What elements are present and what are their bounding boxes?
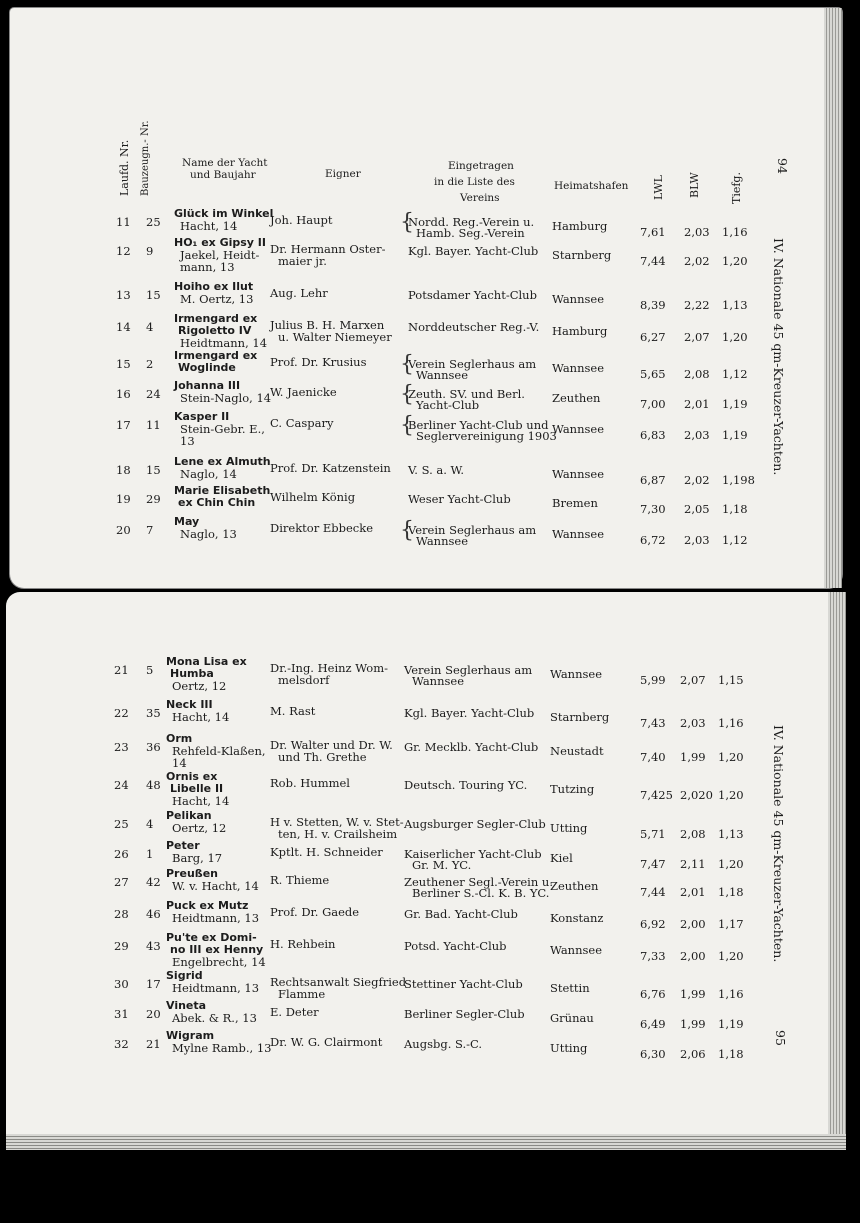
header-bauzeugn-nr: Bauzeugn.- Nr. (140, 120, 151, 196)
row-blw: 2,22 (684, 298, 710, 312)
row-club: Kgl. Bayer. Yacht-Club (404, 706, 535, 720)
row-club: Seglervereinigung 1903 (416, 429, 557, 443)
row-draft: 1,18 (718, 1047, 744, 1061)
row-laufd-nr: 25 (114, 817, 129, 831)
row-owner: Dr. Hermann Oster- (270, 242, 386, 256)
row-bauzeugn-nr: 4 (146, 817, 154, 831)
row-yacht-name: Irmengard ex (174, 312, 258, 325)
row-club: Gr. Bad. Yacht-Club (404, 907, 518, 921)
row-builder-year: Jaekel, Heidt- (180, 248, 260, 262)
row-owner: R. Thieme (270, 873, 330, 887)
row-owner: Wilhelm König (270, 490, 356, 504)
row-laufd-nr: 27 (114, 875, 129, 889)
page-bottom-edge (6, 1134, 846, 1150)
row-laufd-nr: 18 (116, 463, 131, 477)
row-yacht-name: Puck ex Mutz (166, 899, 249, 912)
row-laufd-nr: 29 (114, 939, 129, 953)
row-draft: 1,18 (722, 502, 748, 516)
row-lwl: 7,30 (640, 502, 666, 516)
row-laufd-nr: 13 (116, 288, 131, 302)
row-owner: Dr. Walter und Dr. W. (270, 738, 393, 752)
row-builder-year: Hacht, 14 (172, 710, 230, 724)
row-home-port: Zeuthen (550, 879, 599, 893)
row-owner: Dr.-Ing. Heinz Wom- (270, 661, 389, 675)
row-blw: 2,08 (684, 367, 710, 381)
row-club: Norddeutscher Reg.-V. (408, 320, 540, 334)
row-club: Potsd. Yacht-Club (404, 939, 507, 953)
row-builder-year: Heidtmann, 13 (172, 981, 260, 995)
row-blw: 2,07 (684, 330, 710, 344)
row-laufd-nr: 17 (116, 418, 131, 432)
row-bauzeugn-nr: 7 (146, 523, 154, 537)
row-draft: 1,16 (718, 987, 744, 1001)
row-club: Kaiserlicher Yacht-Club (404, 847, 542, 861)
row-builder-year: 13 (180, 434, 195, 448)
header-lwl: LWL (652, 175, 665, 200)
row-home-port: Stettin (550, 981, 590, 995)
row-club: Wannsee (416, 534, 469, 548)
row-yacht-name: no III ex Henny (170, 943, 264, 956)
row-draft: 1,19 (722, 428, 748, 442)
row-draft: 1,20 (718, 857, 744, 871)
row-home-port: Grünau (550, 1011, 594, 1025)
row-owner: E. Deter (270, 1005, 319, 1019)
row-blw: 2,020 (680, 788, 713, 802)
row-yacht-name: Preußen (166, 867, 218, 880)
row-draft: 1,16 (718, 716, 744, 730)
row-lwl: 6,30 (640, 1047, 666, 1061)
row-owner: Julius B. H. Marxen (270, 318, 385, 332)
row-lwl: 5,71 (640, 827, 666, 841)
row-builder-year: Naglo, 14 (180, 467, 237, 481)
row-blw: 2,03 (684, 428, 710, 442)
row-builder-year: Heidtmann, 13 (172, 911, 260, 925)
row-lwl: 6,76 (640, 987, 666, 1001)
row-owner: W. Jaenicke (270, 385, 337, 399)
row-club: Deutsch. Touring YC. (404, 778, 528, 792)
row-bauzeugn-nr: 25 (146, 215, 161, 229)
row-club: Nordd. Reg.-Verein u. (408, 215, 535, 229)
row-home-port: Wannsee (552, 292, 605, 306)
row-lwl: 8,39 (640, 298, 666, 312)
row-laufd-nr: 12 (116, 244, 131, 258)
row-laufd-nr: 31 (114, 1007, 129, 1021)
row-yacht-name: Humba (170, 667, 214, 680)
header-name-2: und Baujahr (190, 169, 256, 181)
row-lwl: 5,99 (640, 673, 666, 687)
row-blw: 2,00 (680, 917, 706, 931)
row-lwl: 5,65 (640, 367, 666, 381)
section-title-bottom: IV. Nationale 45 qm-Kreuzer-Yachten. (771, 725, 786, 963)
row-blw: 2,00 (680, 949, 706, 963)
row-draft: 1,20 (722, 254, 748, 268)
row-club: Weser Yacht-Club (408, 492, 511, 506)
row-blw: 1,99 (680, 1017, 706, 1031)
row-laufd-nr: 32 (114, 1037, 129, 1051)
row-owner: maier jr. (278, 254, 327, 268)
row-club: Wannsee (416, 368, 469, 382)
row-laufd-nr: 21 (114, 663, 129, 677)
row-bauzeugn-nr: 42 (146, 875, 161, 889)
row-builder-year: W. v. Hacht, 14 (172, 879, 259, 893)
row-club: Potsdamer Yacht-Club (408, 288, 537, 302)
row-club: Augsburger Segler-Club (404, 817, 546, 831)
row-draft: 1,18 (718, 885, 744, 899)
row-owner: ten, H. v. Crailsheim (278, 827, 398, 841)
row-home-port: Utting (550, 1041, 588, 1055)
header-name-1: Name der Yacht (182, 157, 268, 169)
row-club: Gr. Mecklb. Yacht-Club (404, 740, 539, 754)
brace-mark: { (400, 518, 414, 543)
row-blw: 2,03 (680, 716, 706, 730)
row-bauzeugn-nr: 15 (146, 463, 161, 477)
row-yacht-name: Pelikan (166, 809, 212, 822)
row-home-port: Zeuthen (552, 391, 601, 405)
row-builder-year: Naglo, 13 (180, 527, 237, 541)
row-home-port: Bremen (552, 496, 598, 510)
page-number-bottom: 95 (773, 1030, 788, 1046)
row-yacht-name: Rigoletto IV (178, 324, 252, 337)
row-club: Verein Seglerhaus am (404, 663, 533, 677)
row-blw: 2,11 (680, 857, 706, 871)
row-bauzeugn-nr: 17 (146, 977, 161, 991)
row-draft: 1,20 (718, 750, 744, 764)
row-yacht-name: ex Chin Chin (178, 496, 256, 509)
row-owner: H. Rehbein (270, 937, 336, 951)
row-blw: 1,99 (680, 987, 706, 1001)
row-club: Verein Seglerhaus am (408, 357, 537, 371)
row-laufd-nr: 22 (114, 706, 129, 720)
row-yacht-name: Libelle II (170, 782, 224, 795)
row-yacht-name: Hoiho ex Ilut (174, 280, 254, 293)
row-yacht-name: Peter (166, 839, 200, 852)
row-home-port: Utting (550, 821, 588, 835)
row-blw: 2,07 (680, 673, 706, 687)
row-builder-year: Hacht, 14 (180, 219, 238, 233)
row-laufd-nr: 28 (114, 907, 129, 921)
row-club: Augsbg. S.-C. (404, 1037, 483, 1051)
row-yacht-name: Neck III (166, 698, 213, 711)
header-eigner: Eigner (325, 168, 361, 180)
row-laufd-nr: 26 (114, 847, 129, 861)
row-yacht-name: Glück im Winkel (174, 207, 274, 220)
brace-mark: { (400, 413, 414, 438)
row-yacht-name: May (174, 515, 200, 528)
row-yacht-name: Lene ex Almuth (174, 455, 271, 468)
row-lwl: 6,72 (640, 533, 666, 547)
row-draft: 1,19 (722, 397, 748, 411)
row-bauzeugn-nr: 48 (146, 778, 161, 792)
row-laufd-nr: 23 (114, 740, 129, 754)
page-number-top: 94 (775, 158, 790, 174)
row-yacht-name: Ornis ex (166, 770, 218, 783)
row-blw: 2,06 (680, 1047, 706, 1061)
row-bauzeugn-nr: 24 (146, 387, 161, 401)
row-bauzeugn-nr: 43 (146, 939, 161, 953)
row-club: Verein Seglerhaus am (408, 523, 537, 537)
row-yacht-name: Woglinde (178, 361, 236, 374)
row-bauzeugn-nr: 5 (146, 663, 154, 677)
row-owner: Direktor Ebbecke (270, 521, 374, 535)
row-home-port: Wannsee (552, 422, 605, 436)
section-title-top: IV. Nationale 45 qm-Kreuzer-Yachten. (771, 238, 786, 476)
row-home-port: Konstanz (550, 911, 604, 925)
row-club: Gr. M. YC. (412, 858, 472, 872)
row-lwl: 7,44 (640, 885, 666, 899)
row-draft: 1,17 (718, 917, 744, 931)
row-builder-year: Hacht, 14 (172, 794, 230, 808)
row-draft: 1,16 (722, 225, 748, 239)
row-builder-year: Mylne Ramb., 13 (172, 1041, 272, 1055)
row-blw: 2,01 (684, 397, 710, 411)
row-draft: 1,19 (718, 1017, 744, 1031)
row-home-port: Wannsee (552, 467, 605, 481)
row-laufd-nr: 15 (116, 357, 131, 371)
row-builder-year: Heidtmann, 14 (180, 336, 268, 350)
row-bauzeugn-nr: 46 (146, 907, 161, 921)
row-blw: 2,03 (684, 533, 710, 547)
row-blw: 2,08 (680, 827, 706, 841)
row-club: Wannsee (412, 674, 465, 688)
row-club: Zeuthener Segl.-Verein u. (404, 875, 553, 889)
row-lwl: 6,92 (640, 917, 666, 931)
row-draft: 1,20 (718, 949, 744, 963)
row-bauzeugn-nr: 15 (146, 288, 161, 302)
row-yacht-name: HO₁ ex Gipsy II (174, 236, 266, 249)
row-lwl: 6,87 (640, 473, 666, 487)
row-lwl: 6,27 (640, 330, 666, 344)
row-yacht-name: Wigram (166, 1029, 215, 1042)
row-draft: 1,13 (718, 827, 744, 841)
row-lwl: 6,49 (640, 1017, 666, 1031)
row-owner: und Th. Grethe (278, 750, 367, 764)
row-laufd-nr: 11 (116, 215, 131, 229)
row-laufd-nr: 20 (116, 523, 131, 537)
row-owner: H v. Stetten, W. v. Stet- (270, 815, 404, 829)
row-builder-year: Stein-Gebr. E., (180, 422, 265, 436)
row-builder-year: mann, 13 (180, 260, 235, 274)
row-blw: 2,01 (680, 885, 706, 899)
row-home-port: Tutzing (550, 782, 595, 796)
row-draft: 1,198 (722, 473, 755, 487)
row-home-port: Neustadt (550, 744, 604, 758)
header-verein-3: Vereins (460, 192, 500, 204)
row-laufd-nr: 24 (114, 778, 129, 792)
row-yacht-name: Pu'te ex Domi- (166, 931, 257, 944)
row-lwl: 6,83 (640, 428, 666, 442)
header-heimatshafen: Heimatshafen (554, 180, 629, 192)
row-owner: Prof. Dr. Krusius (270, 355, 367, 369)
row-club: Hamb. Seg.-Verein (416, 226, 525, 240)
header-verein-1: Eingetragen (448, 160, 514, 172)
row-club: Stettiner Yacht-Club (404, 977, 523, 991)
row-bauzeugn-nr: 29 (146, 492, 161, 506)
header-laufd-nr: Laufd. Nr. (118, 139, 131, 196)
row-draft: 1,20 (718, 788, 744, 802)
row-owner: C. Caspary (270, 416, 334, 430)
row-yacht-name: Orm (166, 732, 193, 745)
row-builder-year: 14 (172, 756, 187, 770)
row-club: Yacht-Club (416, 398, 480, 412)
row-builder-year: Barg, 17 (172, 851, 223, 865)
row-owner: Joh. Haupt (270, 213, 333, 227)
row-draft: 1,15 (718, 673, 744, 687)
header-blw: BLW (688, 172, 701, 198)
row-home-port: Wannsee (550, 943, 603, 957)
row-blw: 2,02 (684, 473, 710, 487)
row-laufd-nr: 19 (116, 492, 131, 506)
row-lwl: 7,00 (640, 397, 666, 411)
row-home-port: Starnberg (550, 710, 610, 724)
row-owner: M. Rast (270, 704, 316, 718)
row-laufd-nr: 16 (116, 387, 131, 401)
row-lwl: 7,61 (640, 225, 666, 239)
row-owner: melsdorf (278, 673, 330, 687)
page-edge (824, 8, 842, 588)
row-home-port: Kiel (550, 851, 573, 865)
row-draft: 1,13 (722, 298, 748, 312)
row-owner: Aug. Lehr (270, 286, 328, 300)
brace-mark: { (400, 382, 414, 407)
row-yacht-name: Vineta (166, 999, 207, 1012)
row-blw: 1,99 (680, 750, 706, 764)
row-bauzeugn-nr: 2 (146, 357, 154, 371)
row-bauzeugn-nr: 4 (146, 320, 154, 334)
row-lwl: 7,43 (640, 716, 666, 730)
row-builder-year: Stein-Naglo, 14 (180, 391, 272, 405)
row-draft: 1,12 (722, 367, 748, 381)
row-owner: Kptlt. H. Schneider (270, 845, 383, 859)
row-laufd-nr: 14 (116, 320, 131, 334)
header-verein-2: in die Liste des (434, 176, 515, 188)
row-home-port: Starnberg (552, 248, 612, 262)
row-bauzeugn-nr: 9 (146, 244, 154, 258)
row-lwl: 7,47 (640, 857, 666, 871)
row-builder-year: Abek. & R., 13 (172, 1011, 257, 1025)
row-home-port: Wannsee (552, 527, 605, 541)
brace-mark: { (400, 210, 414, 235)
row-owner: Dr. W. G. Clairmont (270, 1035, 383, 1049)
row-draft: 1,20 (722, 330, 748, 344)
row-yacht-name: Mona Lisa ex (166, 655, 247, 668)
row-bauzeugn-nr: 11 (146, 418, 161, 432)
row-bauzeugn-nr: 20 (146, 1007, 161, 1021)
row-owner: Rechtsanwalt Siegfried (270, 975, 407, 989)
row-yacht-name: Sigrid (166, 969, 203, 982)
brace-mark: { (400, 352, 414, 377)
row-club: V. S. a. W. (408, 463, 465, 477)
row-laufd-nr: 30 (114, 977, 129, 991)
row-club: Berliner Yacht-Club und (408, 418, 549, 432)
row-blw: 2,02 (684, 254, 710, 268)
row-club: Berliner S.-Cl. K. B. YC. (412, 886, 550, 900)
row-home-port: Hamburg (552, 324, 608, 338)
row-blw: 2,05 (684, 502, 710, 516)
row-yacht-name: Johanna III (174, 379, 241, 392)
row-blw: 2,03 (684, 225, 710, 239)
row-yacht-name: Irmengard ex (174, 349, 258, 362)
row-owner: Flamme (278, 987, 326, 1001)
row-lwl: 7,40 (640, 750, 666, 764)
row-owner: Rob. Hummel (270, 776, 350, 790)
row-home-port: Wannsee (550, 667, 603, 681)
row-yacht-name: Kasper II (174, 410, 230, 423)
row-lwl: 7,425 (640, 788, 673, 802)
row-owner: Prof. Dr. Katzenstein (270, 461, 391, 475)
row-bauzeugn-nr: 1 (146, 847, 154, 861)
row-club: Kgl. Bayer. Yacht-Club (408, 244, 539, 258)
row-club: Berliner Segler-Club (404, 1007, 525, 1021)
row-builder-year: Engelbrecht, 14 (172, 955, 266, 969)
row-home-port: Wannsee (552, 361, 605, 375)
page-edge (828, 592, 846, 1150)
row-home-port: Hamburg (552, 219, 608, 233)
row-bauzeugn-nr: 35 (146, 706, 161, 720)
row-builder-year: Oertz, 12 (172, 821, 227, 835)
header-tiefg: Tiefg. (730, 172, 743, 204)
row-owner: u. Walter Niemeyer (278, 330, 392, 344)
row-builder-year: Oertz, 12 (172, 679, 227, 693)
row-lwl: 7,44 (640, 254, 666, 268)
row-bauzeugn-nr: 21 (146, 1037, 161, 1051)
row-lwl: 7,33 (640, 949, 666, 963)
row-builder-year: Rehfeld-Klaßen, (172, 744, 266, 758)
row-bauzeugn-nr: 36 (146, 740, 161, 754)
row-owner: Prof. Dr. Gaede (270, 905, 360, 919)
row-draft: 1,12 (722, 533, 748, 547)
row-club: Zeuth. SV. und Berl. (408, 387, 525, 401)
row-builder-year: M. Oertz, 13 (180, 292, 254, 306)
row-yacht-name: Marie Elisabeth (174, 484, 271, 497)
